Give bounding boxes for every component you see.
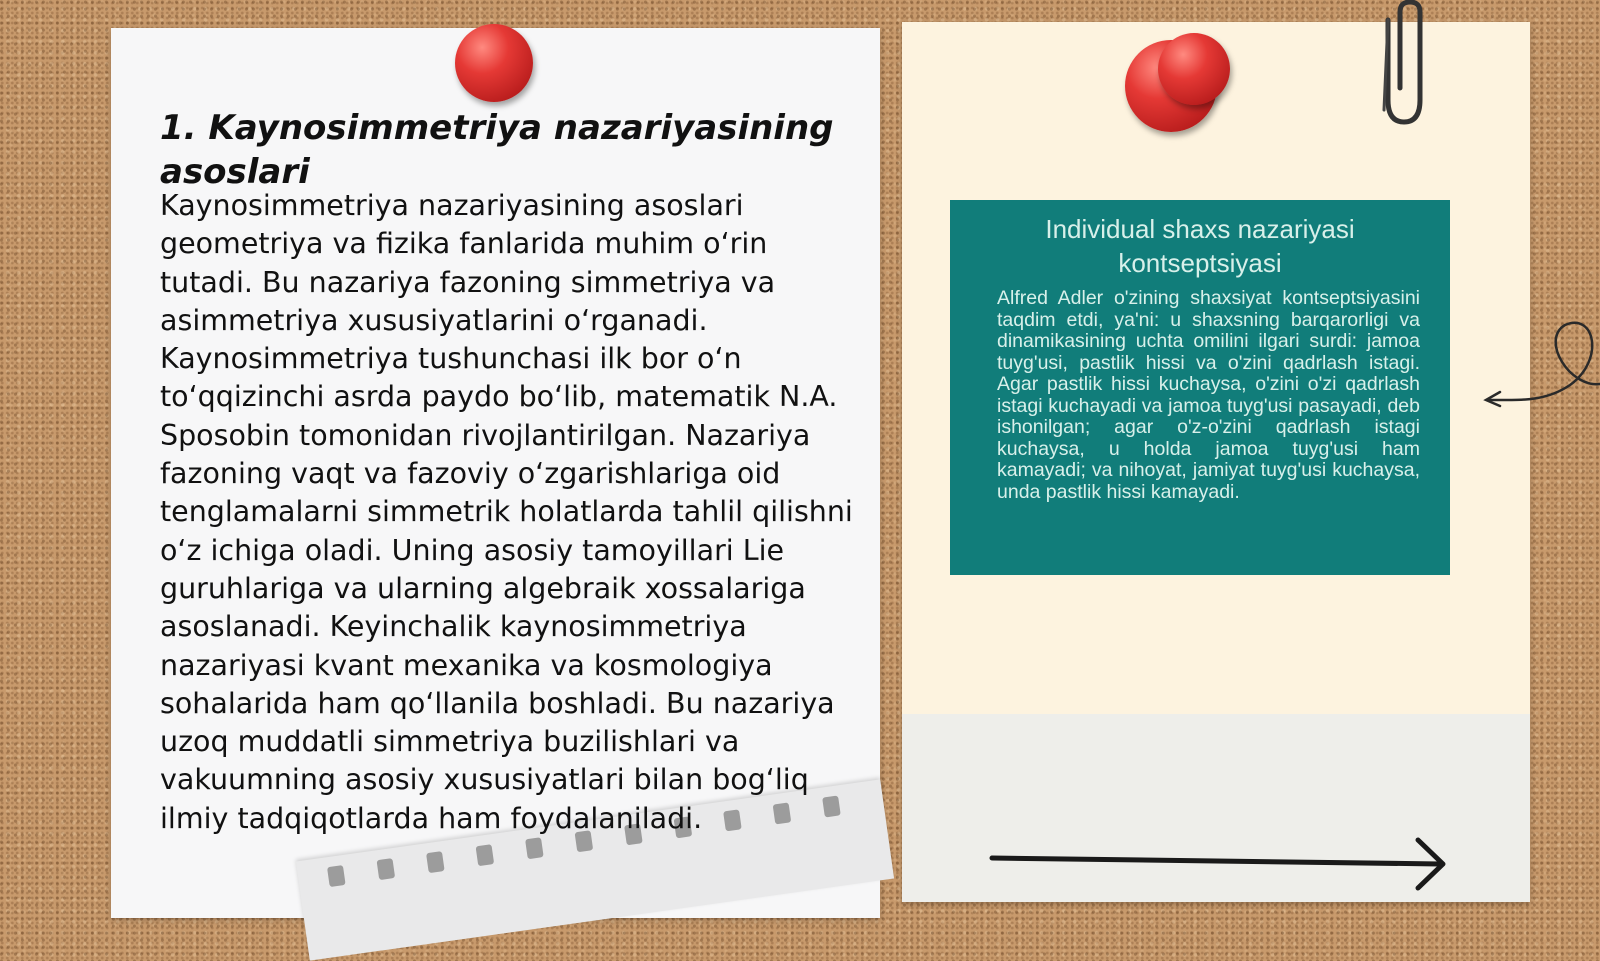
left-note-body: Kaynosimmetriya nazariyasining asoslari geometriya va fizika fanlarida muhim o‘rin tutadi. Bu nazariya fazoning simmetriya va asimmetriya xususiyatlarini o‘rganadi. Kaynosimmetriya tushunchasi ilk bor o‘n to‘qqizinchi asrda paydo bo‘lib, matematik N.A. Sposobin tomonidan rivojlantirilgan. Nazariya fazoning vaqt va fazoviy o‘zgarishlariga oid tenglamalarni simmetrik holatlarda tahlil qilishni o‘z ichiga oladi. Uning asosiy tamoyillari Lie guruhlariga va ularning algebraik xossalariga asoslanadi. Keyinchalik kaynosimmetriya nazariyasi kvant mexanika va kosmologiya sohalarida ham qo‘llanila boshladi. Bu nazariya uzoq muddatli simmetriya buzilishlari va vakuumning asosiy xususiyatlari bilan bog‘liq ilmiy tadqiqotlarda ham foydalaniladi. (160, 189, 853, 835)
concept-box-title: Individual shaxs nazariyasi kontseptsiyasi (1045, 214, 1355, 278)
concept-box-body: Alfred Adler o'zining shaxsiyat kontseptsiyasini taqdim etdi, ya'ni: u shaxsning barqarorligi va dinamikasining uchta omilini ilgari surdi: jamoa tuyg'usi, pastlik hissi va o'zini qadrlash istagi. Agar pastlik hissi kuchaysa, o'zini o'zi qadrlash istagi kuchayadi va jamoa tuyg'usi pasayadi, deb ishonilgan; agar o'z-o'zini qadrlash istagi kuchaysa, u holda jamoa tuyg'usi ham kamayadi; va nihoyat, jamiyat tuyg'usi kuchaysa, unda pastlik hissi kamayadi. (997, 287, 1420, 503)
paperclip-icon (1384, 2, 1420, 122)
left-note-heading: 1. Kaynosimmetriya nazariyasining asoslari (160, 108, 834, 192)
curly-arrow-icon (1486, 323, 1600, 406)
arrow-right-icon (992, 840, 1443, 888)
